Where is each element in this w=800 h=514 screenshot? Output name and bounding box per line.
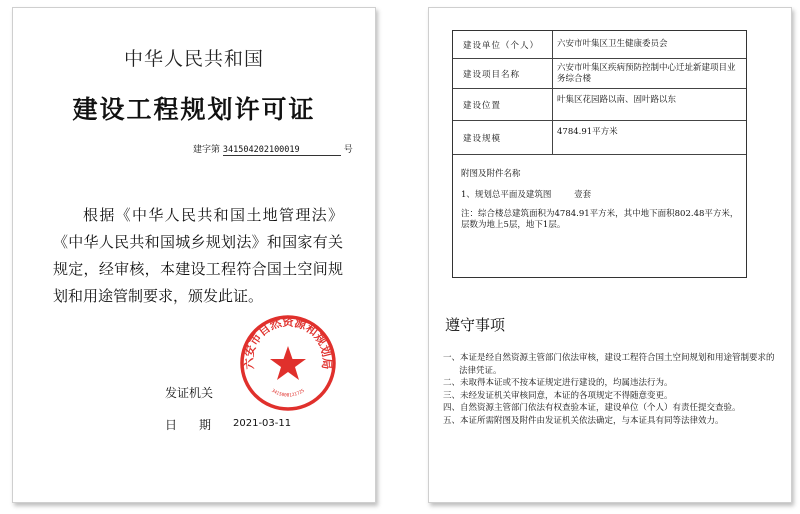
table-row: [453, 31, 746, 59]
certificate-number-line: [193, 142, 353, 156]
list-item: 三、未经发证机关审核同意，本证的各项规定不得随意变更。: [443, 390, 673, 401]
row-value: 六安市叶集区疾病预防控制中心迁址新建项目业务综合楼: [557, 62, 736, 84]
notice-title: 遵守事项: [445, 316, 506, 334]
svg-text:3415000121725: [270, 388, 306, 399]
row-value: 4784.91平方米: [557, 127, 618, 137]
seal-code: 3415000121725: [270, 388, 306, 399]
attachment-count: 壹套: [574, 190, 592, 200]
issuer-label: 发证机关: [165, 386, 214, 400]
row-label: 建设位置: [453, 89, 553, 120]
certificate-front-page: [12, 7, 376, 503]
table-row: [453, 121, 746, 155]
issue-date: 2021-03-11: [233, 418, 292, 429]
row-label: 建设项目名称: [453, 59, 553, 88]
attachments-heading: 附图及附件名称: [461, 169, 521, 179]
row-label: 建设规模: [453, 121, 553, 154]
official-seal-icon: [238, 313, 338, 413]
row-label: 建设单位（个人）: [453, 31, 553, 58]
list-item: 四、自然资源主管部门依法有权查验本证，建设单位（个人）有责任提交查验。: [443, 403, 741, 413]
certificate-body-text: 根据《中华人民共和国土地管理法》《中华人民共和国城乡规划法》和国家有关规定，经审核，本建设工程符合国土空间规划和用途管制要求，颁发此证。: [53, 206, 343, 305]
table-row: [453, 89, 746, 121]
date-label: 日期: [165, 418, 234, 432]
notice-list: [443, 352, 777, 427]
certificate-title: 建设工程规划许可证: [72, 95, 316, 124]
certificate-back-page: [428, 7, 792, 503]
attachment-name: 1、规划总平面及建筑图: [461, 190, 552, 200]
attachment-item: [461, 188, 591, 200]
row-value: 六安市叶集区卫生健康委员会: [557, 39, 668, 49]
seal-text: 六安市自然资源和规划局: [241, 314, 335, 370]
project-details-table: [452, 30, 747, 278]
attachment-note: 注：综合楼总建筑面积为4784.91平方米，其中地下面积802.48平方米，层数为地上5层，地下1层。: [461, 209, 739, 230]
country-name: 中华人民共和国: [123, 48, 264, 70]
number-prefix: 建字第: [193, 145, 221, 155]
list-item: 一、本证是经自然资源主管部门依法审核，建设工程符合国土空间规划和用途管制要求的法律凭证。: [443, 353, 775, 376]
list-item: 二、未取得本证或不按本证规定进行建设的，均属违法行为。: [443, 378, 673, 388]
list-item: 五、本证所需附图及附件由发证机关依法确定，与本证具有同等法律效力。: [443, 415, 724, 426]
row-value: 叶集区花园路以南、固叶路以东: [557, 95, 677, 105]
certificate-number: 341504202100019: [223, 145, 341, 156]
table-row: [453, 59, 746, 89]
number-suffix: 号: [343, 145, 353, 155]
